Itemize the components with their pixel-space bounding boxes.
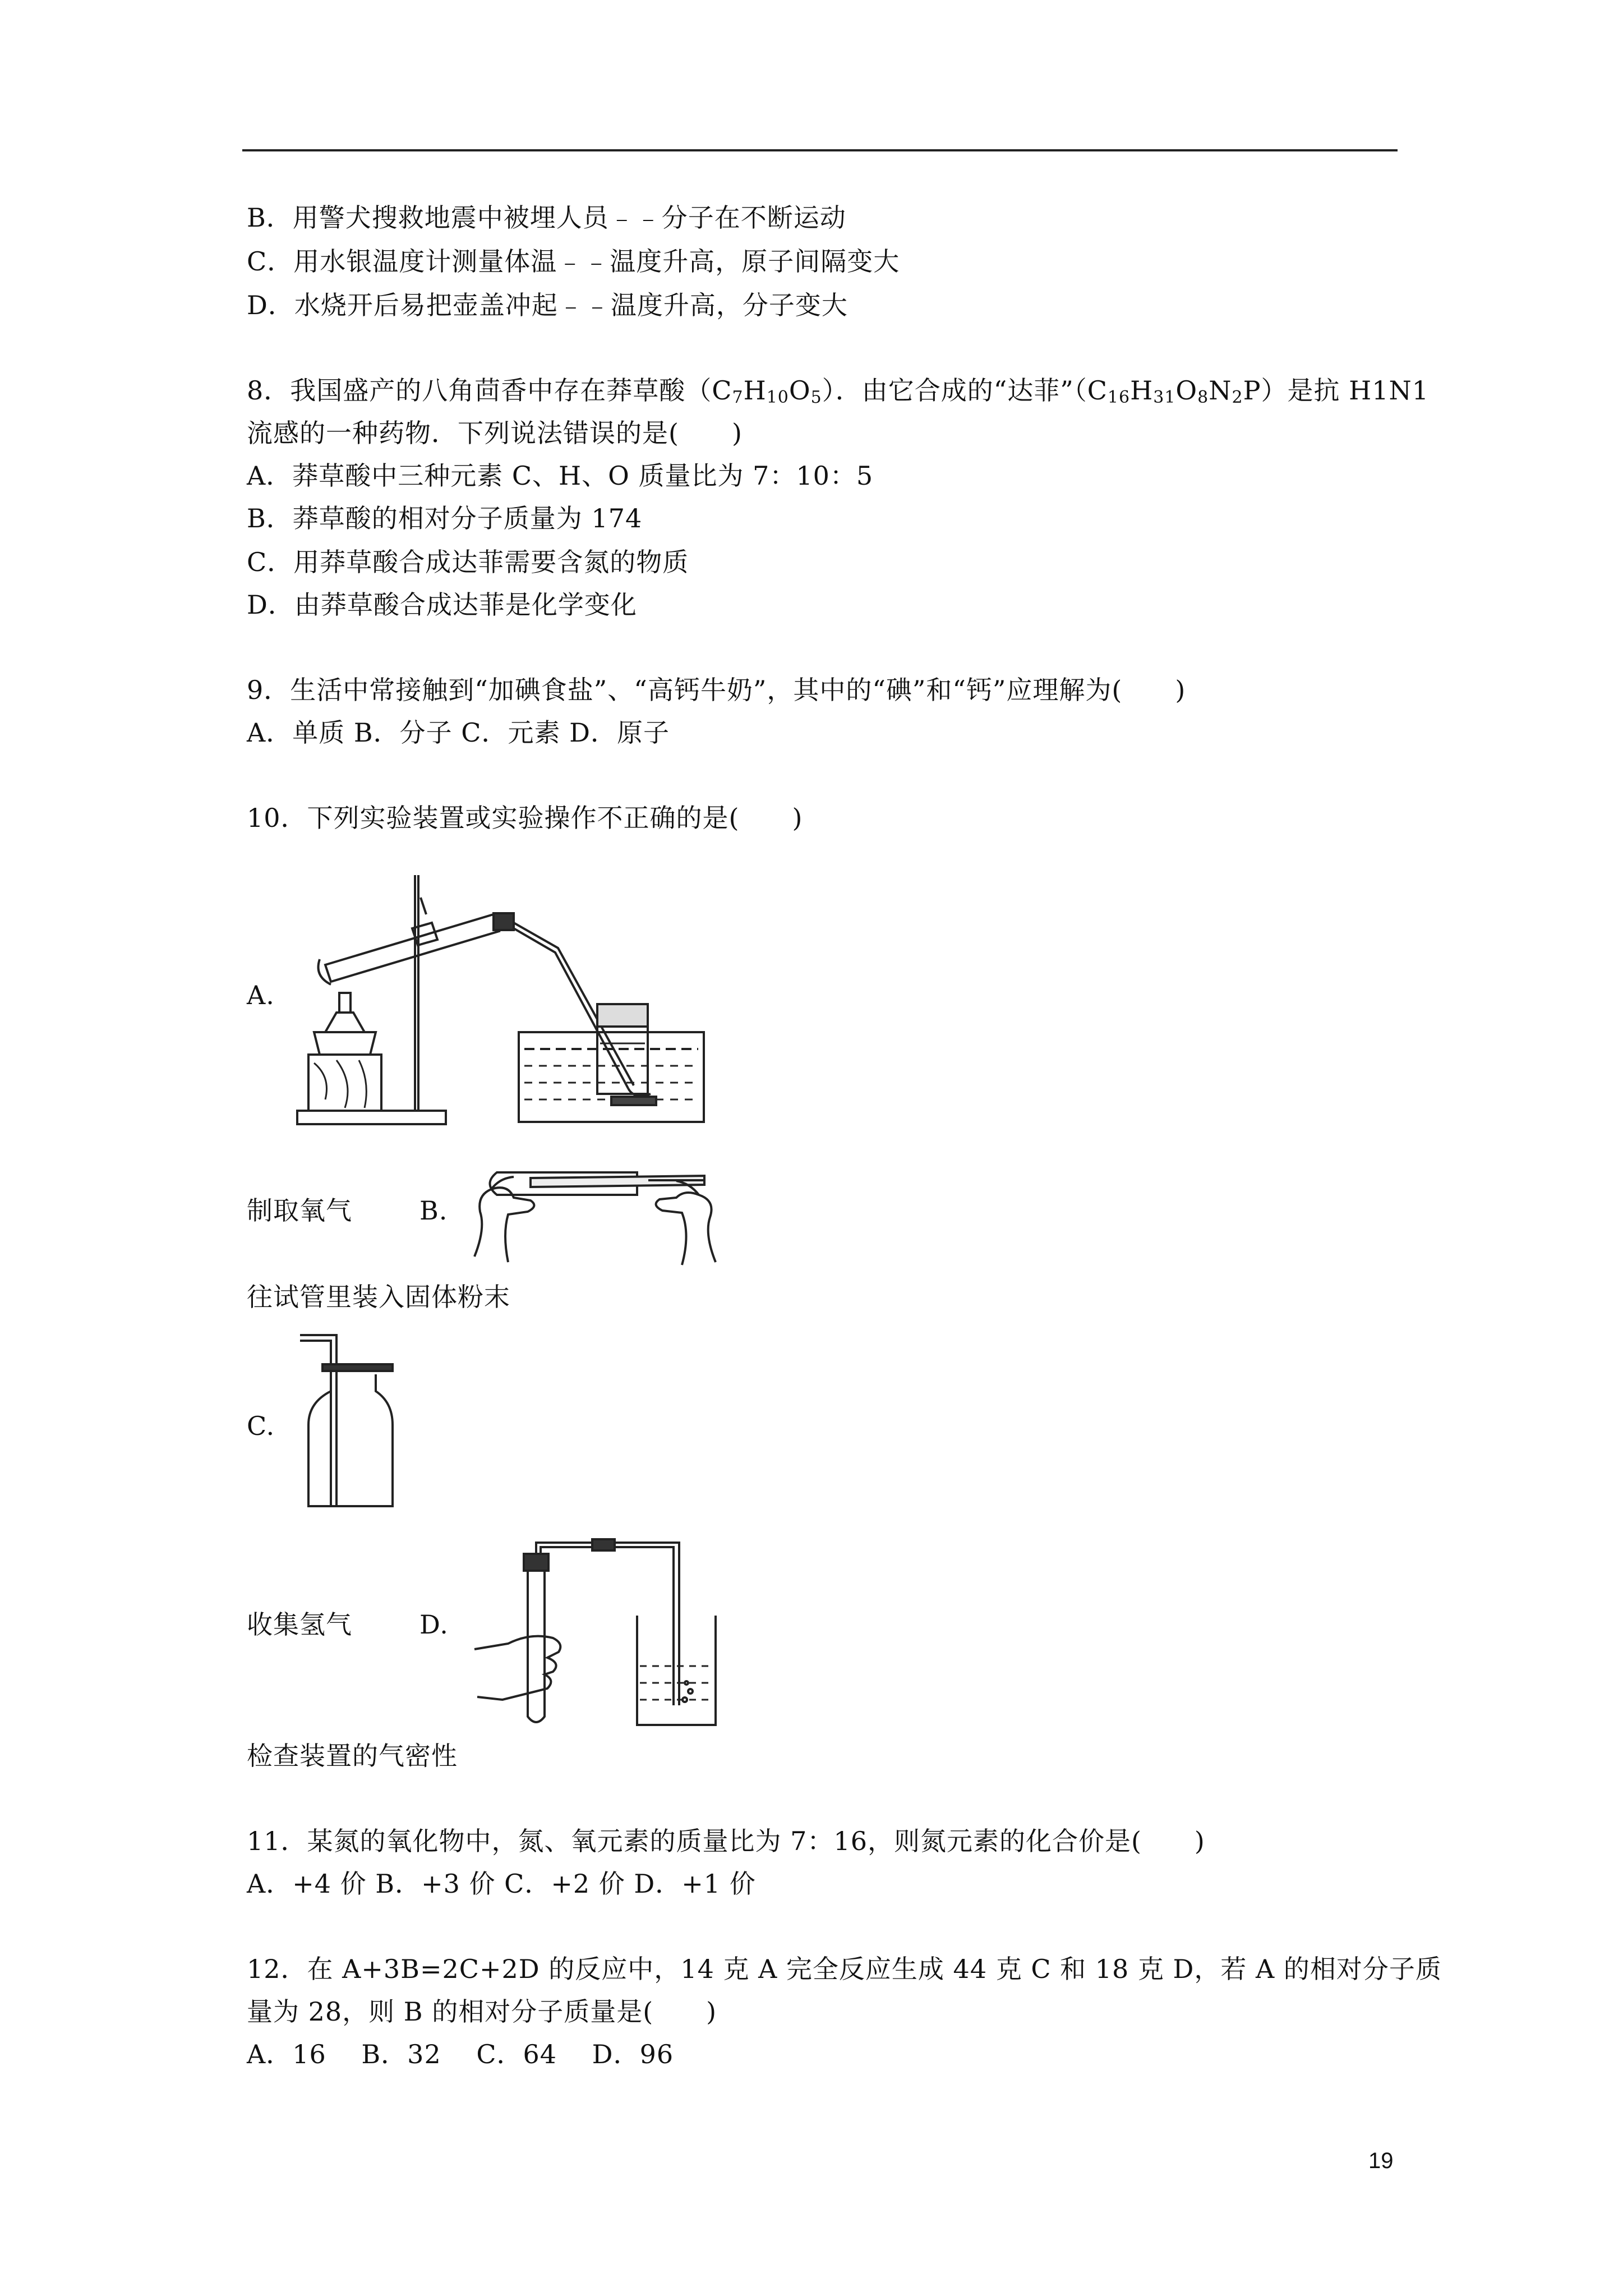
q10c-caption: 收集氢气	[247, 1609, 352, 1640]
header-rule	[242, 149, 1398, 151]
q8-option-b: B．莽草酸的相对分子质量为 174	[247, 503, 643, 533]
q11-stem: 11．某氮的氧化物中，氮、氧元素的质量比为 7：16，则氮元素的化合价是( )	[247, 1826, 1205, 1856]
gas-bottle-figure	[292, 1329, 404, 1515]
q8-option-c: C．用莽草酸合成达菲需要含氮的物质	[247, 547, 689, 577]
q12-stem-line1: 12．在 A+3B=2C+2D 的反应中，14 克 A 完全反应生成 44 克 C 和 18 克 D，若 A 的相对分子质	[247, 1954, 1442, 1984]
q8-stem-line2: 流感的一种药物．下列说法错误的是( )	[247, 418, 743, 448]
q8-stem-line1: 8．我国盛产的八角茴香中存在莽草酸$(C_7H_{10}O_5)$．由它合成的“达菲$”(C_{16}H_{31}O_8N_2P)$是抗 H1N1	[247, 375, 1430, 407]
q10b-caption: 往试管里装入固体粉末	[247, 1282, 510, 1312]
q10-stem: 10．下列实验装置或实验操作不正确的是( )	[247, 803, 803, 833]
q8-option-a: A．莽草酸中三种元素 C、H、O 质量比为 7：10：5	[247, 461, 874, 491]
oxygen-apparatus-figure	[292, 864, 729, 1133]
q8-option-d: D．由莽草酸合成达菲是化学变化	[247, 590, 637, 620]
q10d-caption: 检查装置的气密性	[247, 1741, 458, 1771]
q9-stem: 9．生活中常接触到“加碘食盐”、“高钙牛奶”，其中的“碘”和“钙”应理解为( )	[247, 675, 1186, 705]
q12-stem-line2: 量为 28，则 B 的相对分子质量是( )	[247, 1996, 717, 2027]
q10c-label: C.	[247, 1411, 275, 1441]
q7-option-b: B．用警犬搜救地震中被埋人员﹣﹣分子在不断运动	[247, 203, 846, 233]
q10d-label: D.	[419, 1609, 449, 1640]
q7-option-c: C．用水银温度计测量体温﹣﹣温度升高，原子间隔变大	[247, 246, 900, 277]
airtightness-check-figure	[469, 1531, 727, 1733]
q10b-label: B.	[419, 1195, 448, 1226]
q10a-label: A.	[247, 980, 275, 1010]
page-number: 19	[1368, 2148, 1394, 2173]
q10a-caption: 制取氧气	[247, 1195, 352, 1226]
q7-option-d: D．水烧开后易把壶盖冲起﹣﹣温度升高，分子变大	[247, 290, 848, 320]
test-tube-powder-figure	[469, 1144, 727, 1268]
q11-options: A．+4 价 B．+3 价 C．+2 价 D．+1 价	[247, 1869, 756, 1899]
q12-options: A．16 B．32 C．64 D．96	[247, 2039, 674, 2069]
q9-options: A．单质 B．分子 C．元素 D．原子	[247, 717, 670, 748]
